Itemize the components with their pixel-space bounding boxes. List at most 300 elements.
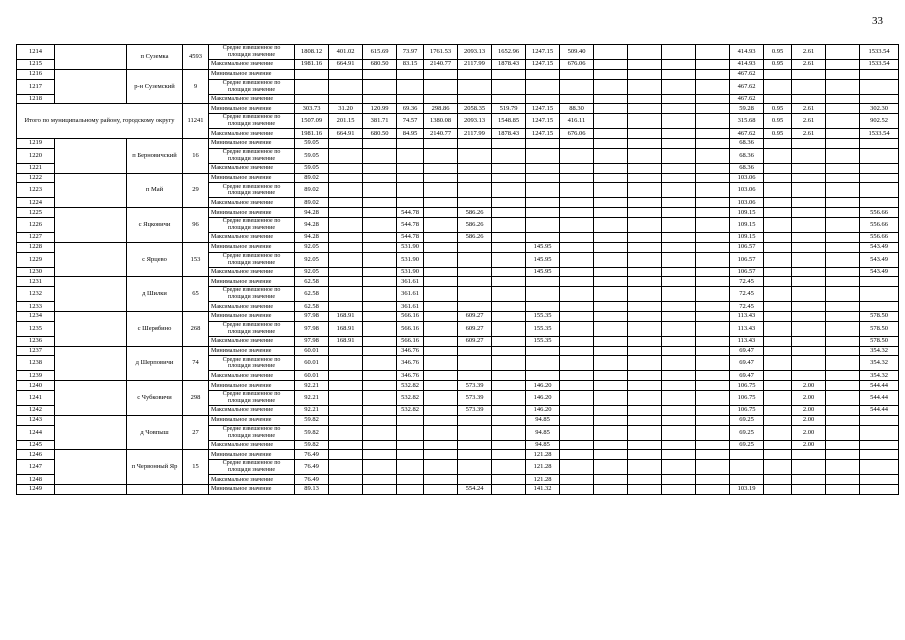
value-cell	[662, 45, 696, 60]
value-cell	[792, 148, 826, 163]
empty-cell	[55, 208, 127, 243]
value-cell	[764, 371, 792, 381]
value-cell	[594, 163, 628, 173]
value-cell	[594, 69, 628, 79]
value-cell	[329, 163, 363, 173]
value-cell	[792, 267, 826, 277]
value-cell	[492, 371, 526, 381]
value-cell	[526, 277, 560, 287]
value-cell	[424, 69, 458, 79]
indicator-cell: Средне взвешенное по площади значение	[209, 252, 295, 267]
value-cell	[424, 311, 458, 321]
value-cell	[594, 104, 628, 114]
value-cell	[662, 440, 696, 450]
value-cell	[363, 148, 397, 163]
indicator-cell: Минимальное значение	[209, 415, 295, 425]
value-cell	[628, 129, 662, 139]
value-cell	[397, 425, 424, 440]
value-cell	[764, 69, 792, 79]
value-cell: 145.95	[526, 252, 560, 267]
population-cell: 74	[183, 346, 209, 381]
value-cell	[628, 336, 662, 346]
value-cell: 1761.53	[424, 45, 458, 60]
indicator-cell: Максимальное значение	[209, 371, 295, 381]
value-cell	[329, 242, 363, 252]
value-cell	[458, 148, 492, 163]
value-cell: 59.82	[295, 440, 329, 450]
value-cell: 103.19	[730, 484, 764, 494]
value-cell	[696, 415, 730, 425]
value-cell	[628, 450, 662, 460]
value-cell: 59.05	[295, 138, 329, 148]
value-cell	[662, 405, 696, 415]
value-cell: 315.68	[730, 114, 764, 129]
value-cell: 60.01	[295, 346, 329, 356]
value-cell	[329, 484, 363, 494]
value-cell: 97.98	[295, 311, 329, 321]
value-cell	[424, 475, 458, 485]
value-cell: 680.50	[363, 60, 397, 70]
empty-cell	[55, 138, 127, 173]
value-cell: 566.16	[397, 321, 424, 336]
value-cell: 168.91	[329, 321, 363, 336]
value-cell	[594, 371, 628, 381]
value-cell	[458, 425, 492, 440]
value-cell	[560, 232, 594, 242]
value-cell	[594, 356, 628, 371]
value-cell	[628, 440, 662, 450]
value-cell	[594, 232, 628, 242]
value-cell: 1247.15	[526, 104, 560, 114]
value-cell	[696, 104, 730, 114]
value-cell	[329, 425, 363, 440]
value-cell	[860, 173, 899, 183]
value-cell	[560, 390, 594, 405]
value-cell	[363, 69, 397, 79]
value-cell	[628, 232, 662, 242]
value-cell	[397, 183, 424, 198]
value-cell	[826, 277, 860, 287]
value-cell	[860, 287, 899, 302]
empty-cell	[55, 484, 127, 494]
value-cell	[826, 425, 860, 440]
value-cell	[594, 311, 628, 321]
population-cell: 29	[183, 173, 209, 208]
value-cell	[560, 173, 594, 183]
value-cell: 97.98	[295, 321, 329, 336]
value-cell	[492, 148, 526, 163]
value-cell	[363, 460, 397, 475]
empty-cell	[55, 69, 127, 104]
value-cell	[696, 405, 730, 415]
value-cell	[397, 94, 424, 104]
value-cell	[792, 311, 826, 321]
indicator-cell: Минимальное значение	[209, 138, 295, 148]
row-number-cell: 1245	[17, 440, 55, 450]
value-cell	[526, 371, 560, 381]
value-cell	[764, 484, 792, 494]
value-cell: 1247.15	[526, 60, 560, 70]
value-cell: 2.61	[792, 129, 826, 139]
value-cell: 89.02	[295, 183, 329, 198]
value-cell	[764, 321, 792, 336]
row-number-cell: 1234	[17, 311, 55, 321]
value-cell	[792, 163, 826, 173]
value-cell	[424, 460, 458, 475]
value-cell	[792, 252, 826, 267]
value-cell	[826, 302, 860, 312]
value-cell	[696, 440, 730, 450]
value-cell	[826, 60, 860, 70]
value-cell	[628, 183, 662, 198]
value-cell	[329, 302, 363, 312]
value-cell	[860, 277, 899, 287]
value-cell: 113.43	[730, 311, 764, 321]
value-cell	[628, 104, 662, 114]
value-cell	[363, 371, 397, 381]
value-cell: 83.15	[397, 60, 424, 70]
value-cell: 2093.13	[458, 114, 492, 129]
value-cell: 69.47	[730, 356, 764, 371]
value-cell: 59.28	[730, 104, 764, 114]
value-cell: 97.98	[295, 336, 329, 346]
value-cell	[492, 381, 526, 391]
value-cell	[560, 356, 594, 371]
value-cell	[560, 79, 594, 94]
value-cell	[329, 138, 363, 148]
value-cell: 544.78	[397, 217, 424, 232]
value-cell	[628, 460, 662, 475]
value-cell	[363, 267, 397, 277]
settlement-cell: с Чубковичи	[127, 381, 183, 416]
value-cell	[424, 287, 458, 302]
value-cell	[764, 138, 792, 148]
value-cell	[424, 450, 458, 460]
value-cell	[628, 415, 662, 425]
value-cell	[458, 371, 492, 381]
value-cell	[526, 356, 560, 371]
value-cell: 94.28	[295, 232, 329, 242]
value-cell	[792, 208, 826, 218]
value-cell	[764, 198, 792, 208]
value-cell	[424, 267, 458, 277]
value-cell	[458, 356, 492, 371]
value-cell	[397, 198, 424, 208]
value-cell	[696, 425, 730, 440]
value-cell	[492, 475, 526, 485]
settlement-cell	[127, 484, 183, 494]
value-cell: 1533.54	[860, 60, 899, 70]
indicator-cell: Максимальное значение	[209, 232, 295, 242]
population-cell: 9	[183, 69, 209, 104]
value-cell	[594, 405, 628, 415]
value-cell	[792, 217, 826, 232]
value-cell	[860, 198, 899, 208]
value-cell	[560, 484, 594, 494]
value-cell	[696, 252, 730, 267]
value-cell: 84.95	[397, 129, 424, 139]
value-cell	[363, 381, 397, 391]
value-cell	[826, 356, 860, 371]
value-cell: 62.58	[295, 287, 329, 302]
value-cell	[696, 460, 730, 475]
value-cell	[492, 217, 526, 232]
value-cell: 609.27	[458, 336, 492, 346]
value-cell: 31.20	[329, 104, 363, 114]
value-cell: 414.93	[730, 45, 764, 60]
value-cell	[363, 252, 397, 267]
value-cell	[329, 277, 363, 287]
value-cell	[628, 198, 662, 208]
value-cell	[792, 336, 826, 346]
value-cell: 92.05	[295, 242, 329, 252]
value-cell	[329, 356, 363, 371]
value-cell: 1808.12	[295, 45, 329, 60]
value-cell: 62.58	[295, 302, 329, 312]
value-cell	[662, 138, 696, 148]
value-cell	[764, 390, 792, 405]
indicator-cell: Средне взвешенное по площади значение	[209, 321, 295, 336]
value-cell	[560, 69, 594, 79]
value-cell	[526, 232, 560, 242]
value-cell	[492, 183, 526, 198]
value-cell: 60.01	[295, 371, 329, 381]
row-number-cell: 1239	[17, 371, 55, 381]
value-cell	[792, 79, 826, 94]
value-cell	[560, 381, 594, 391]
value-cell: 103.06	[730, 198, 764, 208]
value-cell	[329, 148, 363, 163]
population-cell: 65	[183, 277, 209, 312]
value-cell: 346.76	[397, 371, 424, 381]
indicator-cell: Средне взвешенное по площади значение	[209, 390, 295, 405]
value-cell: 76.49	[295, 475, 329, 485]
value-cell: 2.61	[792, 104, 826, 114]
value-cell	[424, 148, 458, 163]
value-cell: 0.95	[764, 45, 792, 60]
value-cell	[662, 311, 696, 321]
value-cell	[696, 173, 730, 183]
settlement-cell: д Човпыш	[127, 415, 183, 450]
value-cell: 346.76	[397, 346, 424, 356]
value-cell: 155.35	[526, 311, 560, 321]
value-cell: 74.57	[397, 114, 424, 129]
value-cell	[594, 173, 628, 183]
value-cell: 60.01	[295, 356, 329, 371]
value-cell	[764, 217, 792, 232]
value-cell	[560, 183, 594, 198]
value-cell	[397, 173, 424, 183]
value-cell	[792, 484, 826, 494]
value-cell: 89.13	[295, 484, 329, 494]
value-cell: 609.27	[458, 311, 492, 321]
value-cell	[860, 440, 899, 450]
value-cell	[764, 356, 792, 371]
value-cell	[696, 242, 730, 252]
value-cell	[492, 163, 526, 173]
row-number-cell: 1235	[17, 321, 55, 336]
value-cell: 94.28	[295, 217, 329, 232]
row-number-cell: 1248	[17, 475, 55, 485]
value-cell	[363, 173, 397, 183]
value-cell: 401.02	[329, 45, 363, 60]
value-cell: 354.32	[860, 371, 899, 381]
value-cell: 145.95	[526, 267, 560, 277]
value-cell	[696, 381, 730, 391]
value-cell: 2.00	[792, 390, 826, 405]
value-cell	[458, 242, 492, 252]
value-cell	[730, 475, 764, 485]
value-cell	[696, 183, 730, 198]
value-cell: 106.57	[730, 242, 764, 252]
population-cell: 16	[183, 138, 209, 173]
value-cell	[628, 163, 662, 173]
value-cell	[560, 460, 594, 475]
value-cell	[594, 425, 628, 440]
value-cell: 59.05	[295, 148, 329, 163]
value-cell: 416.11	[560, 114, 594, 129]
value-cell	[662, 94, 696, 104]
value-cell	[424, 242, 458, 252]
indicator-cell: Максимальное значение	[209, 336, 295, 346]
table-row	[17, 104, 899, 114]
table-row	[17, 450, 899, 460]
value-cell	[363, 94, 397, 104]
row-number-cell: 1224	[17, 198, 55, 208]
value-cell	[696, 287, 730, 302]
value-cell: 106.57	[730, 267, 764, 277]
value-cell	[492, 336, 526, 346]
value-cell	[526, 287, 560, 302]
population-cell: 15	[183, 450, 209, 485]
value-cell: 121.28	[526, 475, 560, 485]
value-cell	[560, 138, 594, 148]
value-cell	[560, 287, 594, 302]
value-cell	[628, 173, 662, 183]
row-number-cell: 1240	[17, 381, 55, 391]
value-cell: 361.61	[397, 277, 424, 287]
value-cell	[560, 267, 594, 277]
empty-cell	[55, 242, 127, 277]
value-cell	[764, 405, 792, 415]
value-cell	[594, 242, 628, 252]
settlement-cell: д Шилки	[127, 277, 183, 312]
value-cell	[826, 148, 860, 163]
indicator-cell: Максимальное значение	[209, 405, 295, 415]
value-cell	[764, 346, 792, 356]
value-cell	[860, 450, 899, 460]
table-row	[17, 484, 899, 494]
value-cell: 141.32	[526, 484, 560, 494]
value-cell	[424, 232, 458, 242]
value-cell	[860, 69, 899, 79]
value-cell	[628, 148, 662, 163]
value-cell: 0.95	[764, 129, 792, 139]
row-number-cell: 1244	[17, 425, 55, 440]
row-number-cell: 1241	[17, 390, 55, 405]
value-cell: 1878.43	[492, 60, 526, 70]
value-cell: 72.45	[730, 302, 764, 312]
value-cell	[594, 321, 628, 336]
value-cell	[662, 390, 696, 405]
value-cell	[458, 287, 492, 302]
value-cell	[492, 138, 526, 148]
value-cell	[826, 440, 860, 450]
value-cell	[826, 381, 860, 391]
value-cell: 1981.16	[295, 60, 329, 70]
value-cell	[594, 450, 628, 460]
value-cell	[628, 356, 662, 371]
value-cell: 361.61	[397, 287, 424, 302]
value-cell	[424, 381, 458, 391]
value-cell	[424, 208, 458, 218]
data-table	[16, 44, 899, 495]
value-cell: 531.90	[397, 242, 424, 252]
value-cell	[594, 198, 628, 208]
value-cell	[826, 450, 860, 460]
value-cell	[860, 148, 899, 163]
value-cell	[329, 173, 363, 183]
value-cell	[363, 440, 397, 450]
value-cell	[594, 183, 628, 198]
value-cell: 109.15	[730, 217, 764, 232]
value-cell: 543.49	[860, 242, 899, 252]
value-cell	[662, 60, 696, 70]
value-cell: 1981.16	[295, 129, 329, 139]
value-cell	[363, 183, 397, 198]
value-cell: 89.02	[295, 173, 329, 183]
row-number-cell: 1217	[17, 79, 55, 94]
value-cell	[730, 450, 764, 460]
value-cell	[826, 198, 860, 208]
value-cell	[594, 277, 628, 287]
value-cell	[458, 79, 492, 94]
empty-cell	[55, 311, 127, 346]
value-cell: 544.78	[397, 232, 424, 242]
value-cell: 573.39	[458, 405, 492, 415]
value-cell	[397, 475, 424, 485]
value-cell: 467.62	[730, 94, 764, 104]
value-cell	[696, 321, 730, 336]
value-cell: 354.32	[860, 356, 899, 371]
value-cell: 73.97	[397, 45, 424, 60]
value-cell	[594, 129, 628, 139]
value-cell	[696, 390, 730, 405]
value-cell	[560, 311, 594, 321]
indicator-cell: Средне взвешенное по площади значение	[209, 356, 295, 371]
value-cell	[329, 371, 363, 381]
value-cell	[295, 94, 329, 104]
value-cell: 664.91	[329, 129, 363, 139]
value-cell	[492, 173, 526, 183]
value-cell	[826, 460, 860, 475]
value-cell: 76.49	[295, 460, 329, 475]
value-cell	[764, 232, 792, 242]
value-cell	[628, 267, 662, 277]
value-cell	[662, 415, 696, 425]
empty-cell	[55, 381, 127, 416]
value-cell	[764, 287, 792, 302]
settlement-cell: д Шерповичи	[127, 346, 183, 381]
value-cell: 113.43	[730, 321, 764, 336]
value-cell	[492, 232, 526, 242]
value-cell: 92.21	[295, 390, 329, 405]
empty-cell	[55, 277, 127, 312]
value-cell: 1533.54	[860, 129, 899, 139]
value-cell	[662, 460, 696, 475]
empty-cell	[55, 450, 127, 485]
value-cell	[662, 163, 696, 173]
